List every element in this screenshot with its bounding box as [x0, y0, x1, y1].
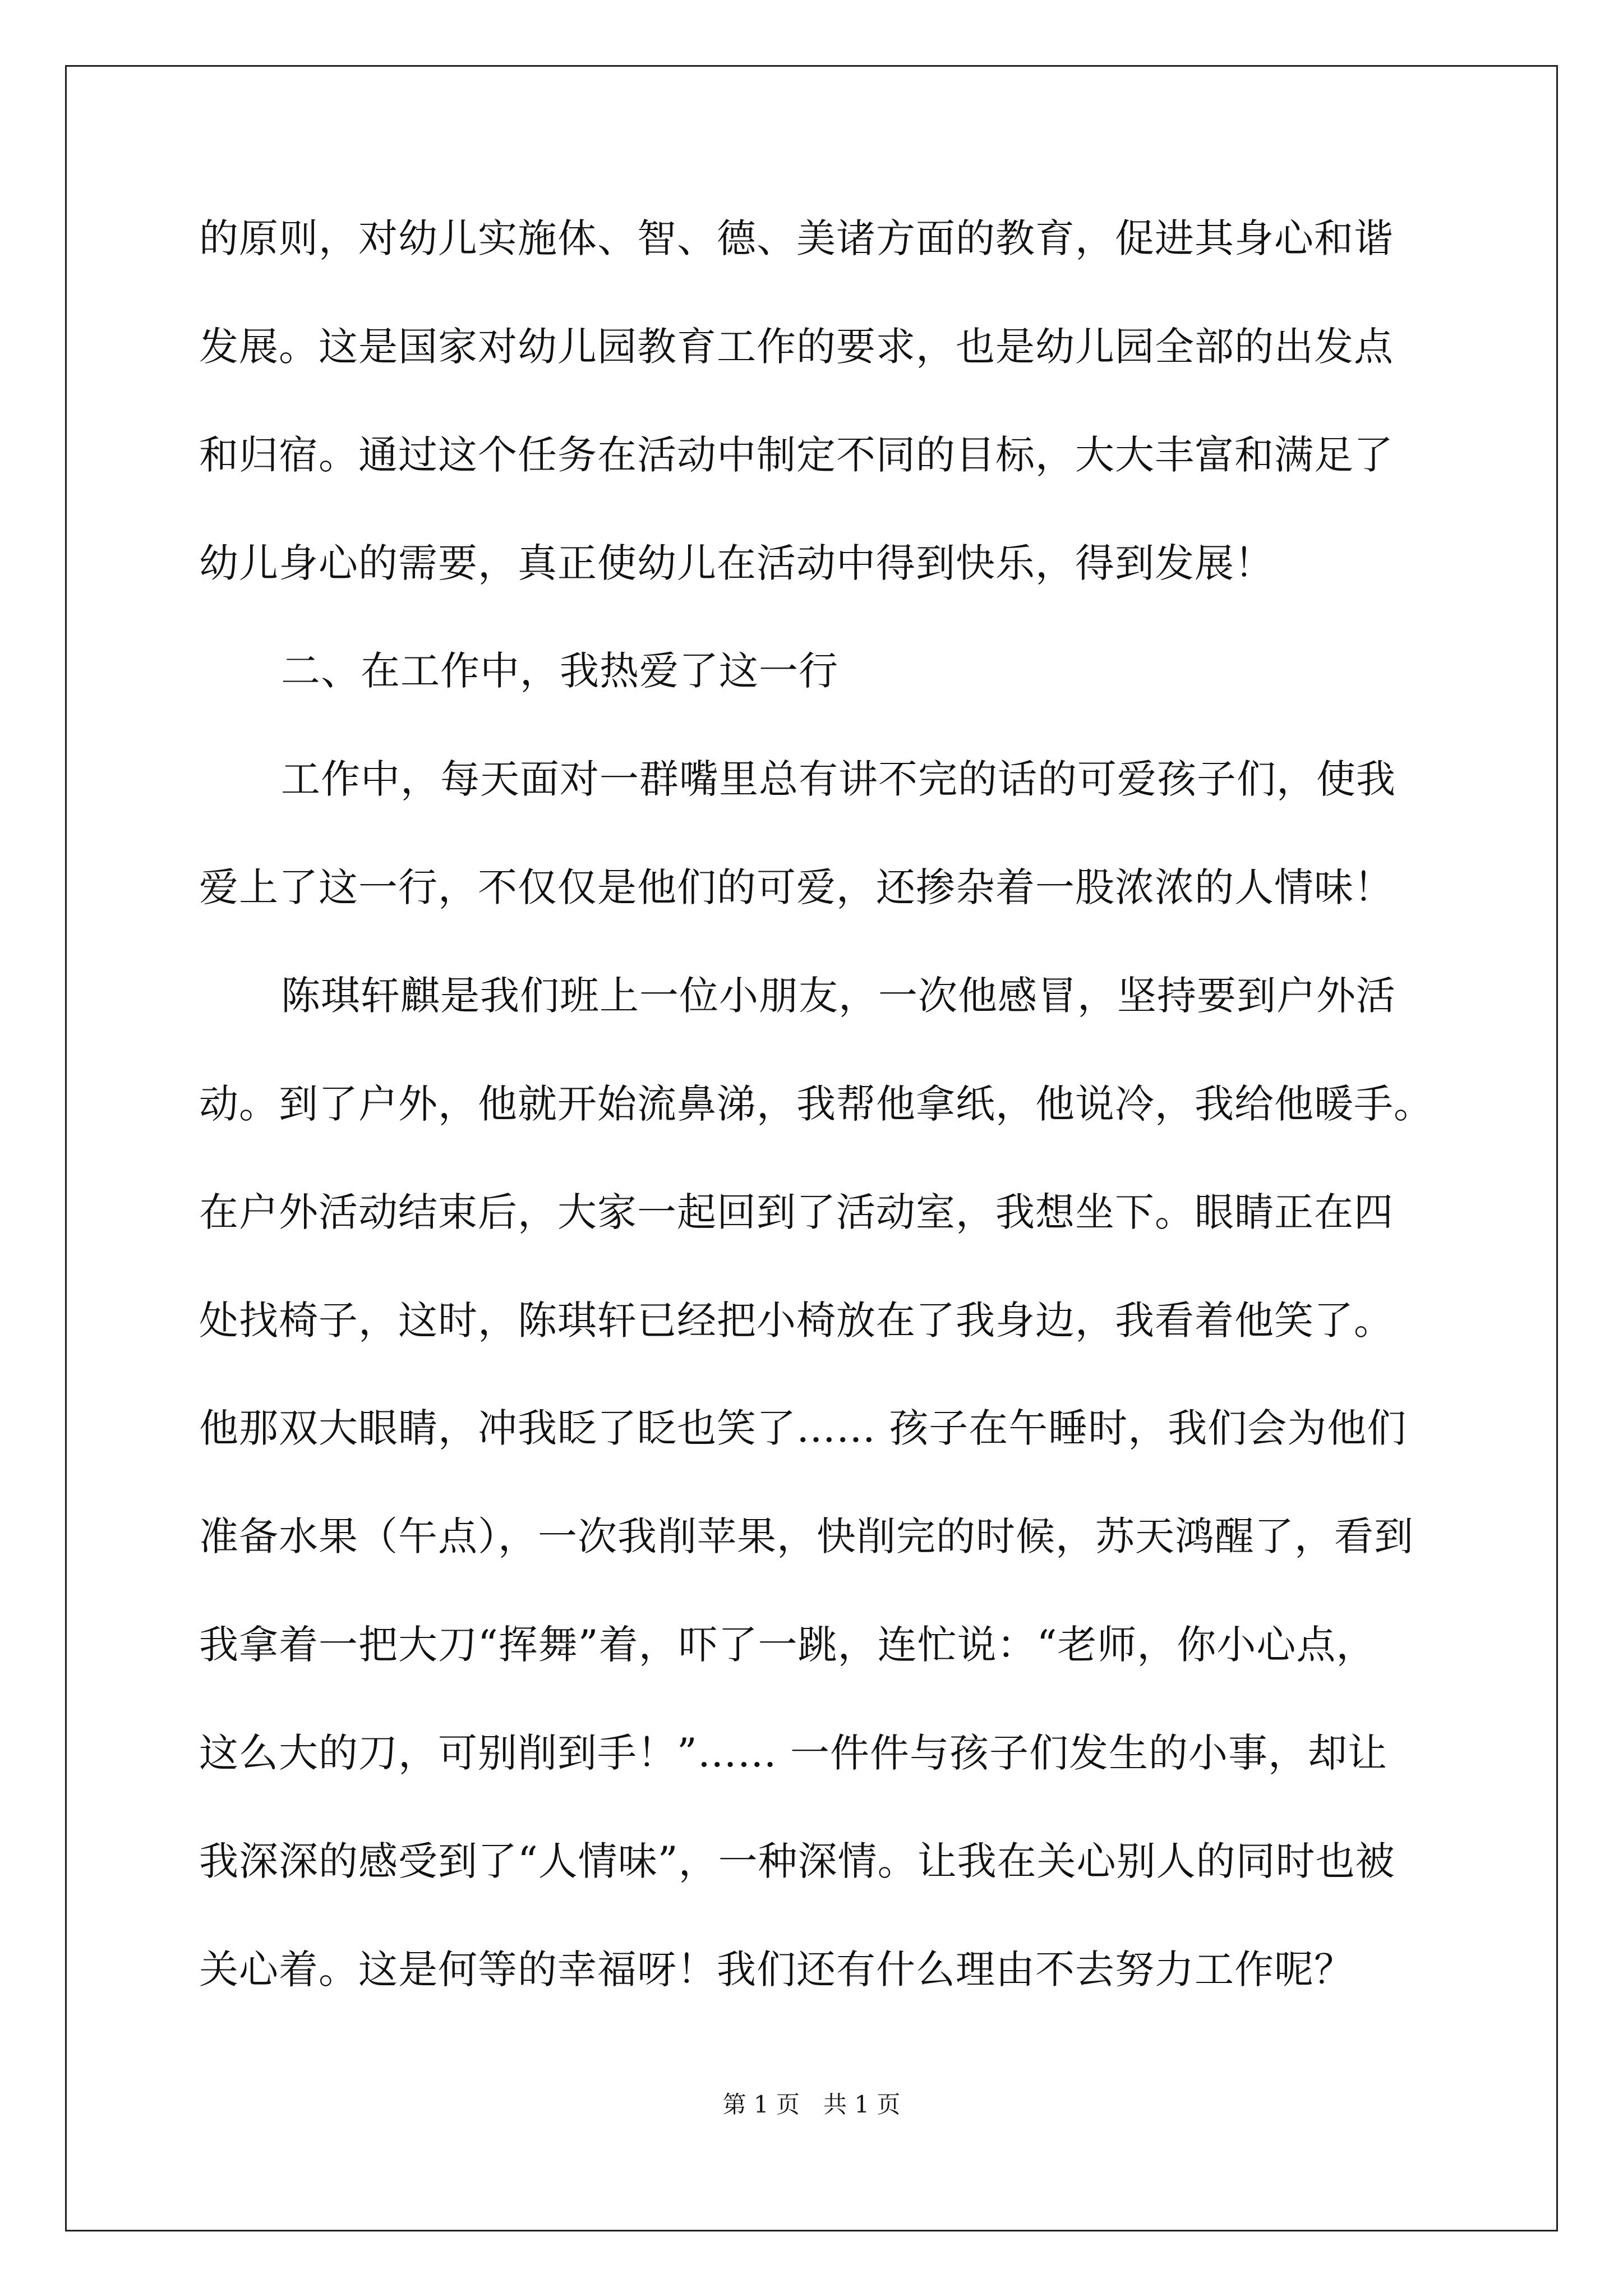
- text-line-8: 陈琪轩麒是我们班上一位小朋友，一次他感冒，坚持要到户外活: [281, 973, 1396, 1019]
- text-line-14: 我拿着一把大刀“挥舞”着，吓了一跳，连忙说：“老师，你小心点，: [199, 1622, 1376, 1668]
- text-line-11: 处找椅子，这时，陈琪轩已经把小椅放在了我身边，我看着他笑了。: [199, 1297, 1394, 1343]
- text-line-7: 爱上了这一行，不仅仅是他们的可爱，还掺杂着一股浓浓的人情味！: [199, 864, 1394, 910]
- text-line-12: 他那双大眼睛，冲我眨了眨也笑了…… 孩子在午睡时，我们会为他们: [199, 1405, 1407, 1451]
- text-line-2: 发展。这是国家对幼儿园教育工作的要求，也是幼儿园全部的出发点: [199, 324, 1394, 370]
- text-line-10: 在户外活动结束后，大家一起回到了活动室，我想坐下。眼睛正在四: [199, 1189, 1394, 1235]
- text-line-1: 的原则，对幼儿实施体、智、德、美诸方面的教育，促进其身心和谐: [199, 215, 1394, 261]
- section-heading: 二、在工作中，我热爱了这一行: [281, 648, 838, 694]
- text-line-17: 关心着。这是何等的幸福呀！我们还有什么理由不去努力工作呢？: [199, 1947, 1354, 1993]
- text-line-6: 工作中，每天面对一群嘴里总有讲不完的话的可爱孩子们，使我: [281, 756, 1396, 802]
- page-border: [65, 65, 1558, 2231]
- text-line-3: 和归宿。通过这个任务在活动中制定不同的目标，大大丰富和满足了: [199, 432, 1394, 478]
- text-line-16: 我深深的感受到了“人情味”，一种深情。让我在关心别人的同时也被: [199, 1838, 1395, 1884]
- text-line-9: 动。到了户外，他就开始流鼻涕，我帮他拿纸，他说冷，我给他暖手。: [199, 1081, 1433, 1127]
- text-line-4: 幼儿身心的需要，真正使幼儿在活动中得到快乐，得到发展！: [199, 540, 1274, 586]
- text-line-15: 这么大的刀，可别削到手！”…… 一件件与孩子们发生的小事，却让: [199, 1730, 1388, 1776]
- page-number-footer: 第 1 页 共 1 页: [722, 2091, 901, 2118]
- text-line-13: 准备水果（午点），一次我削苹果，快削完的时候，苏天鸿醒了，看到: [199, 1513, 1414, 1559]
